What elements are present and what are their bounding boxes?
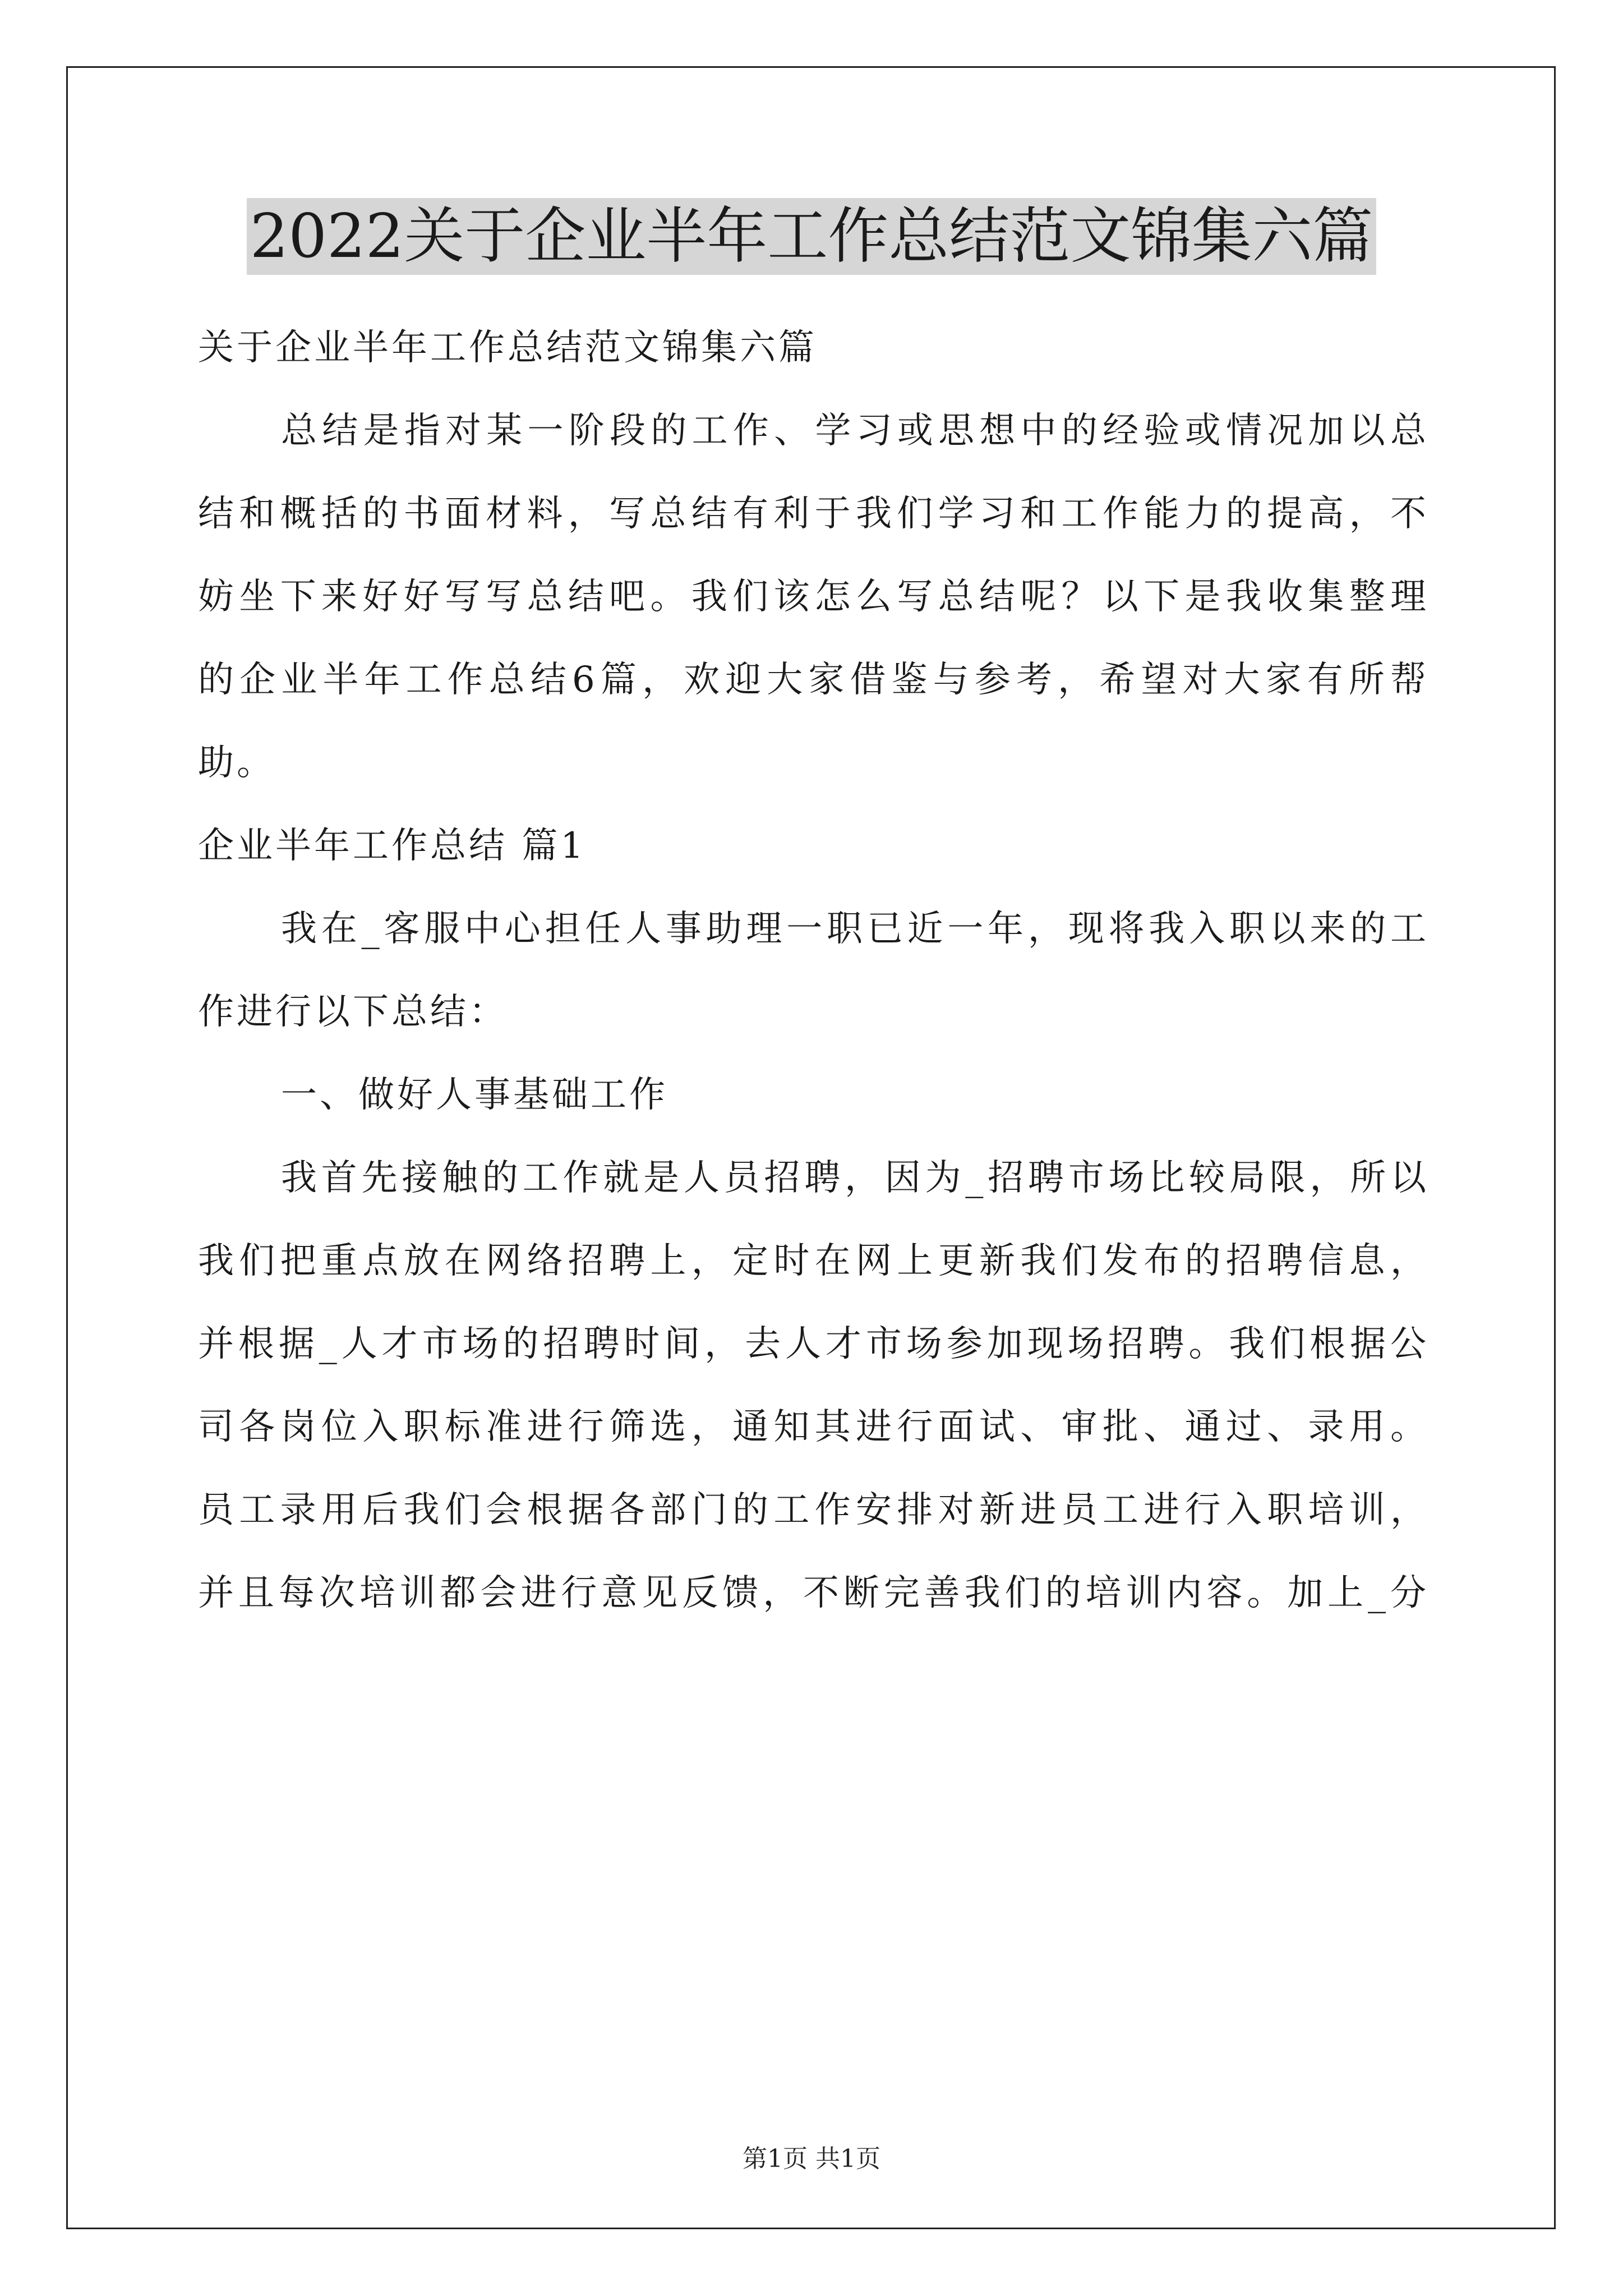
paragraph-line: 的企业半年工作总结6篇，欢迎大家借鉴与参考，希望对大家有所帮 xyxy=(198,659,1429,701)
page-footer: 第1页 共1页 xyxy=(743,2145,880,2173)
paragraph-line: 作进行以下总结： xyxy=(198,991,508,1033)
paragraph-line: 我们把重点放在网络招聘上，定时在网上更新我们发布的招聘信息， xyxy=(198,1240,1429,1282)
paragraph-line: 妨坐下来好好写写总结吧。我们该怎么写总结呢？以下是我收集整理 xyxy=(198,576,1429,618)
paragraph-line: 我首先接触的工作就是人员招聘，因为_招聘市场比较局限，所以 xyxy=(281,1157,1429,1199)
subtitle-line: 关于企业半年工作总结范文锦集六篇 xyxy=(198,327,817,369)
paragraph-line: 总结是指对某一阶段的工作、学习或思想中的经验或情况加以总 xyxy=(281,410,1429,452)
paragraph-line: 助。 xyxy=(198,742,275,784)
section-heading: 企业半年工作总结 篇1 xyxy=(198,825,587,867)
paragraph-line: 员工录用后我们会根据各部门的工作安排对新进员工进行入职培训， xyxy=(198,1489,1429,1531)
paragraph-line: 结和概括的书面材料，写总结有利于我们学习和工作能力的提高，不 xyxy=(198,493,1429,535)
document-title xyxy=(0,197,1623,276)
subsection-heading: 一、做好人事基础工作 xyxy=(281,1074,668,1116)
document-body xyxy=(198,306,1429,1635)
paragraph-line: 并且每次培训都会进行意见反馈，不断完善我们的培训内容。加上_分 xyxy=(198,1572,1429,1614)
paragraph-line: 并根据_人才市场的招聘时间，去人才市场参加现场招聘。我们根据公 xyxy=(198,1323,1429,1365)
document-title-text: 2022关于企业半年工作总结范文锦集六篇 xyxy=(247,198,1377,275)
paragraph-line: 司各岗位入职标准进行筛选，通知其进行面试、审批、通过、录用。 xyxy=(198,1406,1429,1448)
paragraph-line: 我在_客服中心担任人事助理一职已近一年，现将我入职以来的工 xyxy=(281,908,1429,950)
